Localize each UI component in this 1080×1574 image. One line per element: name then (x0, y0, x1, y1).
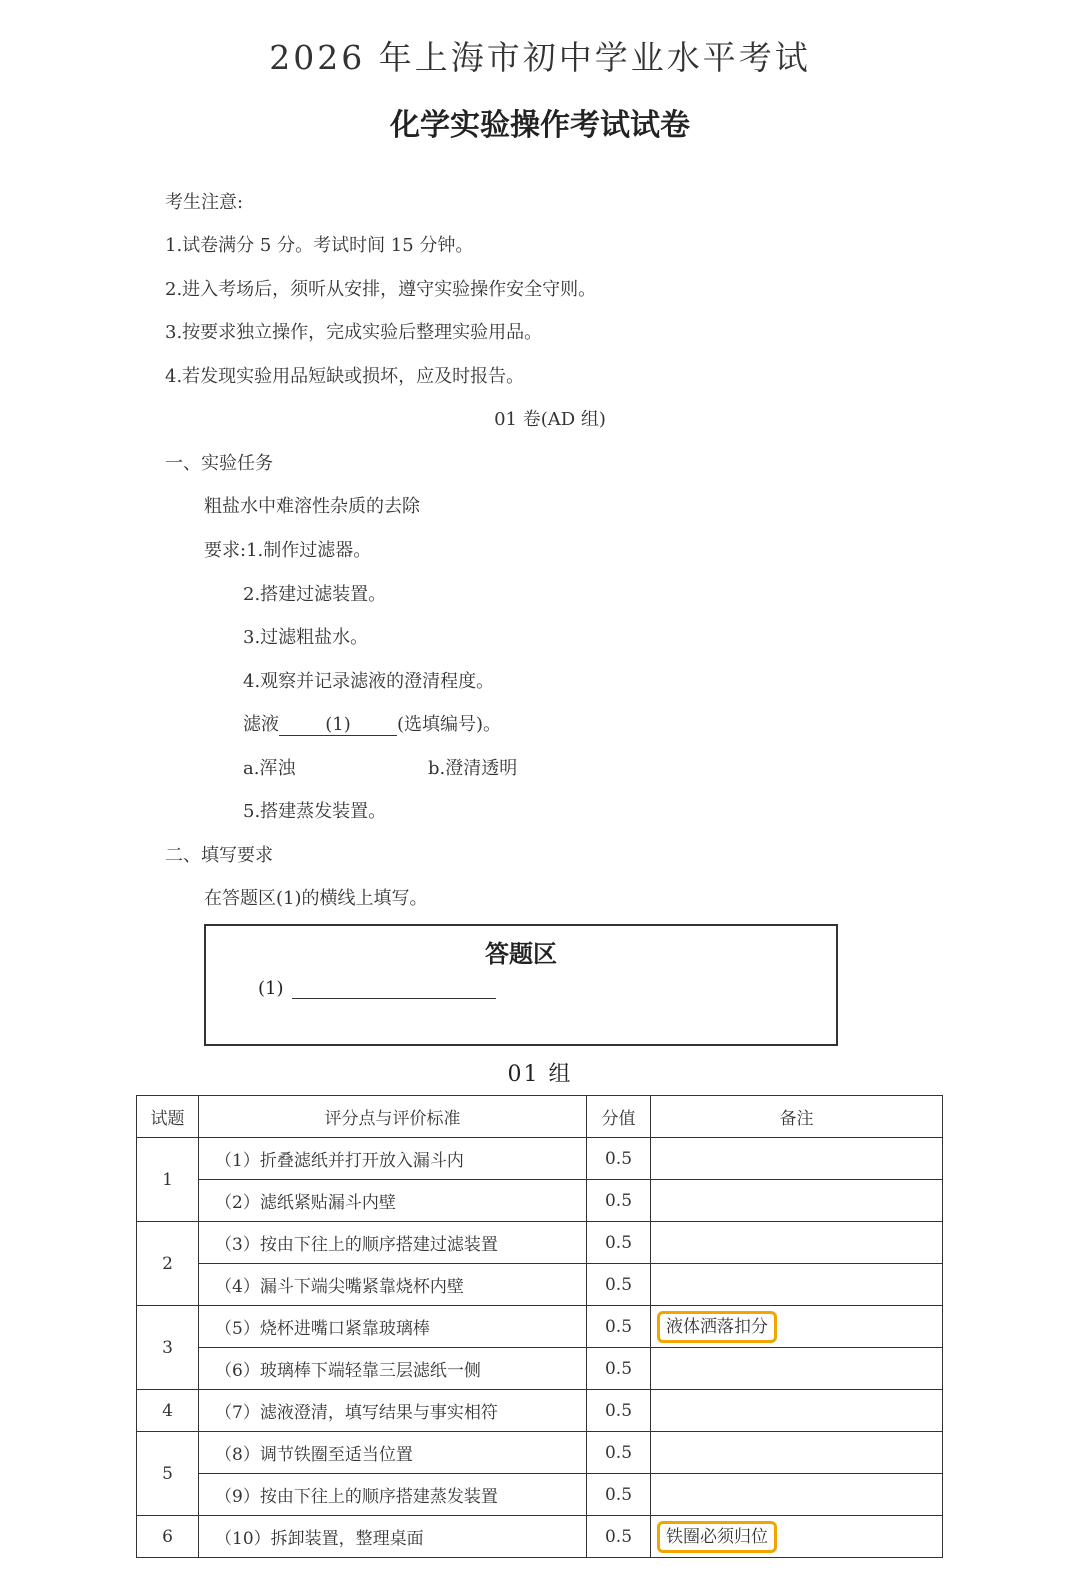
criterion-cell: （1）折叠滤纸并打开放入漏斗内 (199, 1138, 587, 1180)
criterion-cell: （3）按由下往上的顺序搭建过滤装置 (199, 1222, 587, 1264)
question-number: 6 (137, 1516, 199, 1558)
table-row (137, 1432, 943, 1474)
requirement-2: 2.搭建过滤装置。 (243, 584, 387, 605)
notice-item: 2.进入考场后，须听从安排，遵守实验操作安全守则。 (165, 279, 597, 300)
note-cell (651, 1222, 943, 1264)
note-cell (651, 1348, 943, 1390)
table-row (137, 1222, 943, 1264)
header-question: 试题 (137, 1096, 199, 1138)
answer-item-label: (1) (258, 978, 284, 999)
filtrate-blank: (1) (279, 714, 397, 736)
table-row (137, 1474, 943, 1516)
option-b: b.澄清透明 (428, 758, 518, 779)
note-cell (651, 1390, 943, 1432)
score-cell: 0.5 (587, 1264, 651, 1306)
note-cell (651, 1138, 943, 1180)
exam-title: 2026 年上海市初中学业水平考试 (269, 38, 811, 77)
table-row (137, 1180, 943, 1222)
score-cell: 0.5 (587, 1390, 651, 1432)
score-cell: 0.5 (587, 1474, 651, 1516)
question-number: 2 (137, 1222, 199, 1306)
table-row (137, 1516, 943, 1558)
question-number: 1 (137, 1138, 199, 1222)
answer-area-title: 答题区 (485, 940, 557, 968)
header-score: 分值 (587, 1096, 651, 1138)
notice-heading: 考生注意: (165, 192, 244, 213)
score-cell: 0.5 (587, 1180, 651, 1222)
criterion-cell: （8）调节铁圈至适当位置 (199, 1432, 587, 1474)
criterion-cell: （10）拆卸装置，整理桌面 (199, 1516, 587, 1558)
grading-table (136, 1095, 943, 1558)
requirement-1: 要求:1.制作过滤器。 (204, 540, 372, 561)
table-row (137, 1390, 943, 1432)
question-number: 4 (137, 1390, 199, 1432)
question-number: 3 (137, 1306, 199, 1390)
table-header-row (137, 1096, 943, 1138)
table-row (137, 1138, 943, 1180)
score-cell: 0.5 (587, 1138, 651, 1180)
note-cell (651, 1474, 943, 1516)
filtrate-question (243, 710, 501, 736)
answer-input-line[interactable] (292, 980, 496, 999)
header-criterion: 评分点与评价标准 (199, 1096, 587, 1138)
notice-item: 1.试卷满分 5 分。考试时间 15 分钟。 (165, 235, 474, 256)
exam-subtitle: 化学实验操作考试试卷 (390, 108, 690, 143)
requirement-4: 4.观察并记录滤液的澄清程度。 (243, 671, 495, 692)
criterion-cell: （2）滤纸紧贴漏斗内壁 (199, 1180, 587, 1222)
highlighted-note: 液体洒落扣分 (657, 1311, 777, 1343)
notice-item: 4.若发现实验用品短缺或损坏，应及时报告。 (165, 366, 525, 387)
note-cell (651, 1180, 943, 1222)
table-row (137, 1264, 943, 1306)
section1-heading: 一、实验任务 (165, 453, 273, 474)
option-a: a.浑浊 (243, 758, 296, 779)
note-cell (651, 1516, 943, 1558)
question-number: 5 (137, 1432, 199, 1516)
table-row (137, 1306, 943, 1348)
notice-item: 3.按要求独立操作，完成实验后整理实验用品。 (165, 322, 543, 343)
criterion-cell: （9）按由下往上的顺序搭建蒸发装置 (199, 1474, 587, 1516)
score-cell: 0.5 (587, 1432, 651, 1474)
experiment-task: 粗盐水中难溶性杂质的去除 (204, 496, 420, 517)
fill-instruction: 在答题区(1)的横线上填写。 (204, 888, 428, 909)
requirement-5: 5.搭建蒸发装置。 (243, 801, 387, 822)
paper-code: 01 卷(AD 组) (494, 409, 606, 430)
header-note: 备注 (651, 1096, 943, 1138)
filtrate-suffix: (选填编号)。 (397, 714, 502, 735)
criterion-cell: （6）玻璃棒下端轻靠三层滤纸一侧 (199, 1348, 587, 1390)
score-cell: 0.5 (587, 1516, 651, 1558)
score-cell: 0.5 (587, 1222, 651, 1264)
answer-area (204, 924, 838, 1046)
group-title: 01 组 (507, 1062, 573, 1087)
note-cell (651, 1306, 943, 1348)
note-cell (651, 1264, 943, 1306)
section2-heading: 二、填写要求 (165, 845, 273, 866)
score-cell: 0.5 (587, 1306, 651, 1348)
answer-item (258, 978, 496, 999)
requirement-3: 3.过滤粗盐水。 (243, 627, 369, 648)
filtrate-prefix: 滤液 (243, 714, 279, 735)
criterion-cell: （7）滤液澄清，填写结果与事实相符 (199, 1390, 587, 1432)
score-cell: 0.5 (587, 1348, 651, 1390)
highlighted-note: 铁圈必须归位 (657, 1521, 777, 1553)
criterion-cell: （5）烧杯进嘴口紧靠玻璃棒 (199, 1306, 587, 1348)
note-cell (651, 1432, 943, 1474)
criterion-cell: （4）漏斗下端尖嘴紧靠烧杯内壁 (199, 1264, 587, 1306)
table-row (137, 1348, 943, 1390)
